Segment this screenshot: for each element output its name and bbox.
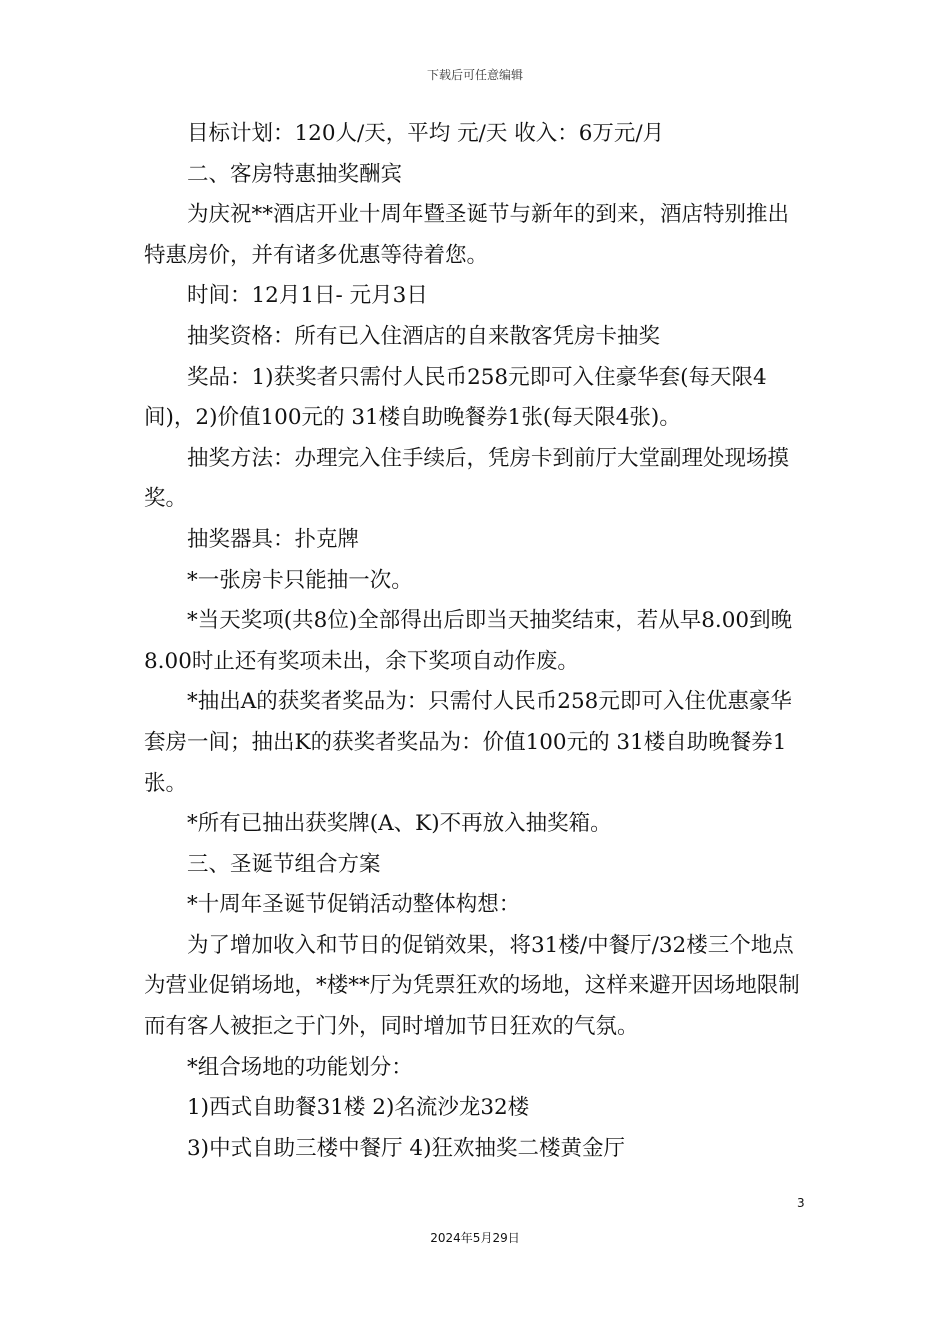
paragraph: 目标计划：120人/天，平均 元/天 收入：6万元/月 <box>187 121 665 146</box>
section-heading: 三、圣诞节组合方案 <box>187 851 381 877</box>
paragraph: *抽出A的获奖者奖品为：只需付人民币258元即可入住优惠豪华套房一间；抽出K的获奖者奖品为：价值100元的 31楼自助晚餐券1张。 <box>144 689 792 796</box>
paragraph: 抽奖方法：办理完入住手续后，凭房卡到前厅大堂副理处现场摸奖。 <box>144 445 790 512</box>
paragraph: 抽奖资格：所有已入住酒店的自来散客凭房卡抽奖 <box>187 323 661 349</box>
paragraph: *十周年圣诞节促销活动整体构想： <box>187 892 521 918</box>
paragraph: 奖品：1)获奖者只需付人民币258元即可入住豪华套(每天限4间)，2)价值100元的 31楼自助晚餐券1张(每天限4张)。 <box>144 364 767 431</box>
paragraph: 为了增加收入和节日的促销效果，将31楼/中餐厅/32楼三个地点为营业促销场地，*楼**厅为凭票狂欢的场地，这样来避开因场地限制而有客人被拒之于门外，同时增加节日狂欢的气氛。 <box>144 932 800 1040</box>
paragraph: *所有已抽出获奖牌(A、K)不再放入抽奖箱。 <box>187 811 612 837</box>
page-header: 下载后可任意编辑 <box>426 68 523 82</box>
page-number: 3 <box>797 1196 805 1210</box>
paragraph: *组合场地的功能划分： <box>187 1054 413 1080</box>
document-body <box>144 114 806 1169</box>
paragraph: *一张房卡只能抽一次。 <box>187 567 413 593</box>
section-heading: 二、客房特惠抽奖酬宾 <box>187 161 403 187</box>
paragraph: 1)西式自助餐31楼 2)名流沙龙32楼 <box>187 1095 530 1121</box>
paragraph: 抽奖器具：扑克牌 <box>187 526 360 552</box>
footer-date: 2024年5月29日 <box>430 1231 520 1245</box>
paragraph: *当天奖项(共8位)全部得出后即当天抽奖结束，若从早8.00到晚8.00时止还有奖项未出，余下奖项自动作废。 <box>144 608 793 674</box>
paragraph: 为庆祝**酒店开业十周年暨圣诞节与新年的到来，酒店特别推出特惠房价，并有诸多优惠等待着您。 <box>144 202 790 268</box>
paragraph: 3)中式自助三楼中餐厅 4)狂欢抽奖二楼黄金厅 <box>187 1135 625 1161</box>
paragraph: 时间：12月1日- 元月3日 <box>187 283 428 309</box>
